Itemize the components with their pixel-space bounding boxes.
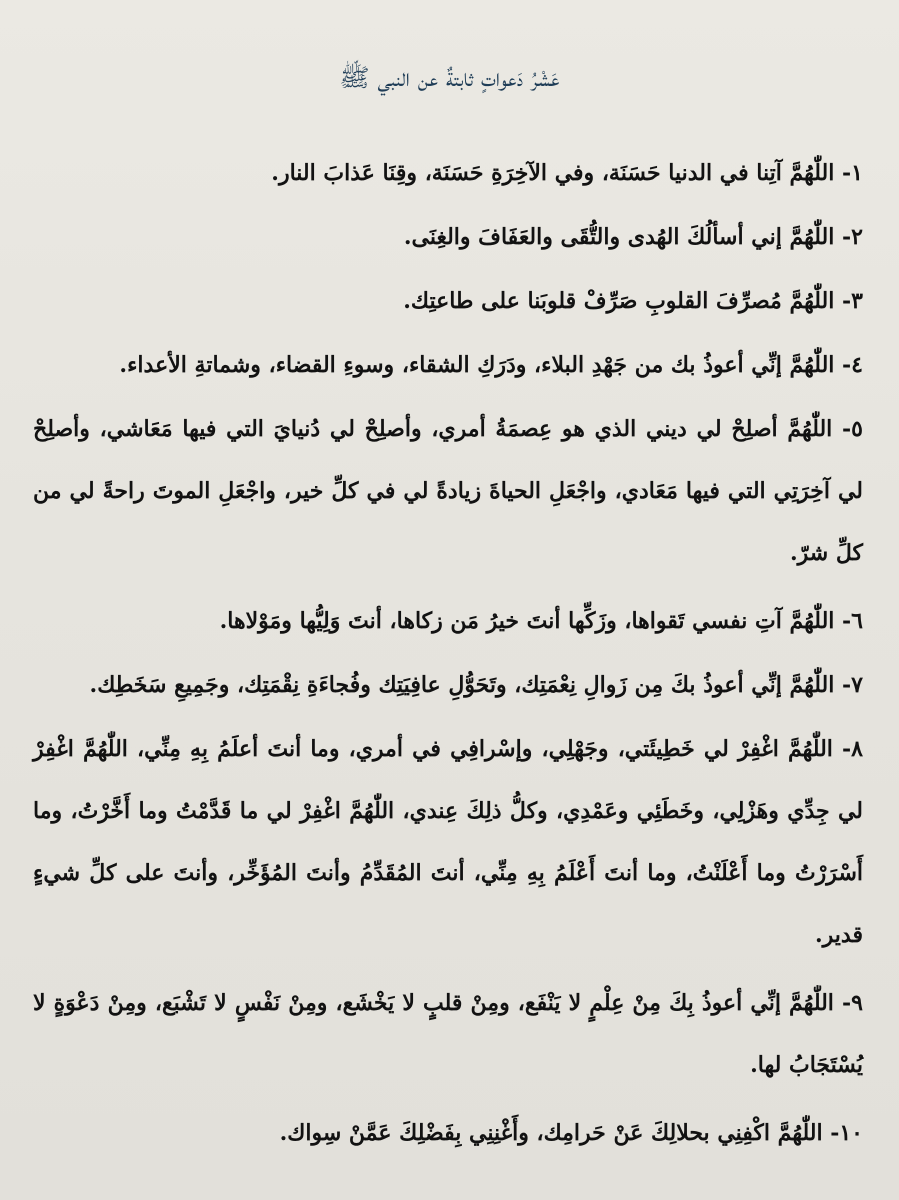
- dua-item-2: ٢- اللّٰهُمَّ إني أسألُكَ الهُدى والتُّقَى والعَفَافَ والغِنَى.: [403, 224, 863, 250]
- dua-item-5: ٥- اللّٰهُمَّ أصلِحْ لي ديني الذي هو عِصمَةُ أمري، وأصلِحْ لي دُنيايَ التي فيها مَعَاشي، وأصلِحْ لي آخِرَتِي التي فيها مَعَادي، واجْعَلِ الحياةَ زيادةً لي في كلِّ خير، واجْعَلِ الموتَ راحةً لي من كلِّ شرّ.: [33, 416, 863, 566]
- dua-item-9: ٩- اللّٰهُمَّ إنِّي أعوذُ بِكَ مِنْ عِلْمٍ لا يَنْفَع، ومِنْ قلبٍ لا يَخْشَع، ومِنْ نَفْسٍ لا تَشْبَع، ومِنْ دَعْوَةٍ لا يُسْتَجَابُ لها.: [33, 990, 863, 1078]
- dua-item-1: ١- اللّٰهُمَّ آتِنا في الدنيا حَسَنَة، وفي الآخِرَةِ حَسَنَة، وقِنَا عَذابَ النار.: [271, 160, 863, 186]
- page-title: عَشْرُ دَعواتٍ ثابتةٌ عن النبي ﷺ: [339, 63, 560, 92]
- dua-item-8: ٨- اللّٰهُمَّ اغْفِرْ لي خَطِيئَتي، وجَهْلِي، وإسْرافِي في أمري، وما أنتَ أعلَمُ بِهِ مِنِّي، اللّٰهُمَّ اغْفِرْ لي جِدِّي وهَزْلِي، وخَطَئِي وعَمْدِي، وكلُّ ذلِكَ عِندي، اللّٰهُمَّ اغْفِرْ لي ما قَدَّمْتُ وما أَخَّرْتُ، وما أَسْرَرْتُ وما أَعْلَنْتُ، وما أنتَ أَعْلَمُ بِهِ مِنِّي، أنتَ المُقَدِّمُ وأنتَ المُؤَخِّر، وأنتَ على كلِّ شيءٍ قدير.: [33, 736, 863, 948]
- dua-item-4: ٤- اللّٰهُمَّ إنِّي أعوذُ بك من جَهْدِ البلاء، ودَرَكِ الشقاء، وسوءِ القضاء، وشماتةِ الأعداء.: [119, 352, 863, 378]
- dua-item-6: ٦- اللّٰهُمَّ آتِ نفسي تَقواها، وزَكِّها أنتَ خيرُ مَن زكاها، أنتَ وَلِيُّها ومَوْلاها.: [219, 608, 863, 634]
- dua-item-3: ٣- اللّٰهُمَّ مُصرِّفَ القلوبِ صَرِّفْ قلوبَنا على طاعتِك.: [403, 288, 863, 314]
- dua-list: [33, 142, 863, 1164]
- dua-item-10: ١٠- اللّٰهُمَّ اكْفِنِي بحلالِكَ عَنْ حَرامِك، وأَغْنِنِي بِفَضْلِكَ عَمَّنْ سِواك.: [279, 1120, 863, 1146]
- dua-item-7: ٧- اللّٰهُمَّ إنِّي أعوذُ بكَ مِن زَوالِ نِعْمَتِك، وتَحَوُّلِ عافِيَتِك وفُجاءَةِ نِقْمَتِك، وجَمِيعِ سَخَطِك.: [89, 672, 863, 698]
